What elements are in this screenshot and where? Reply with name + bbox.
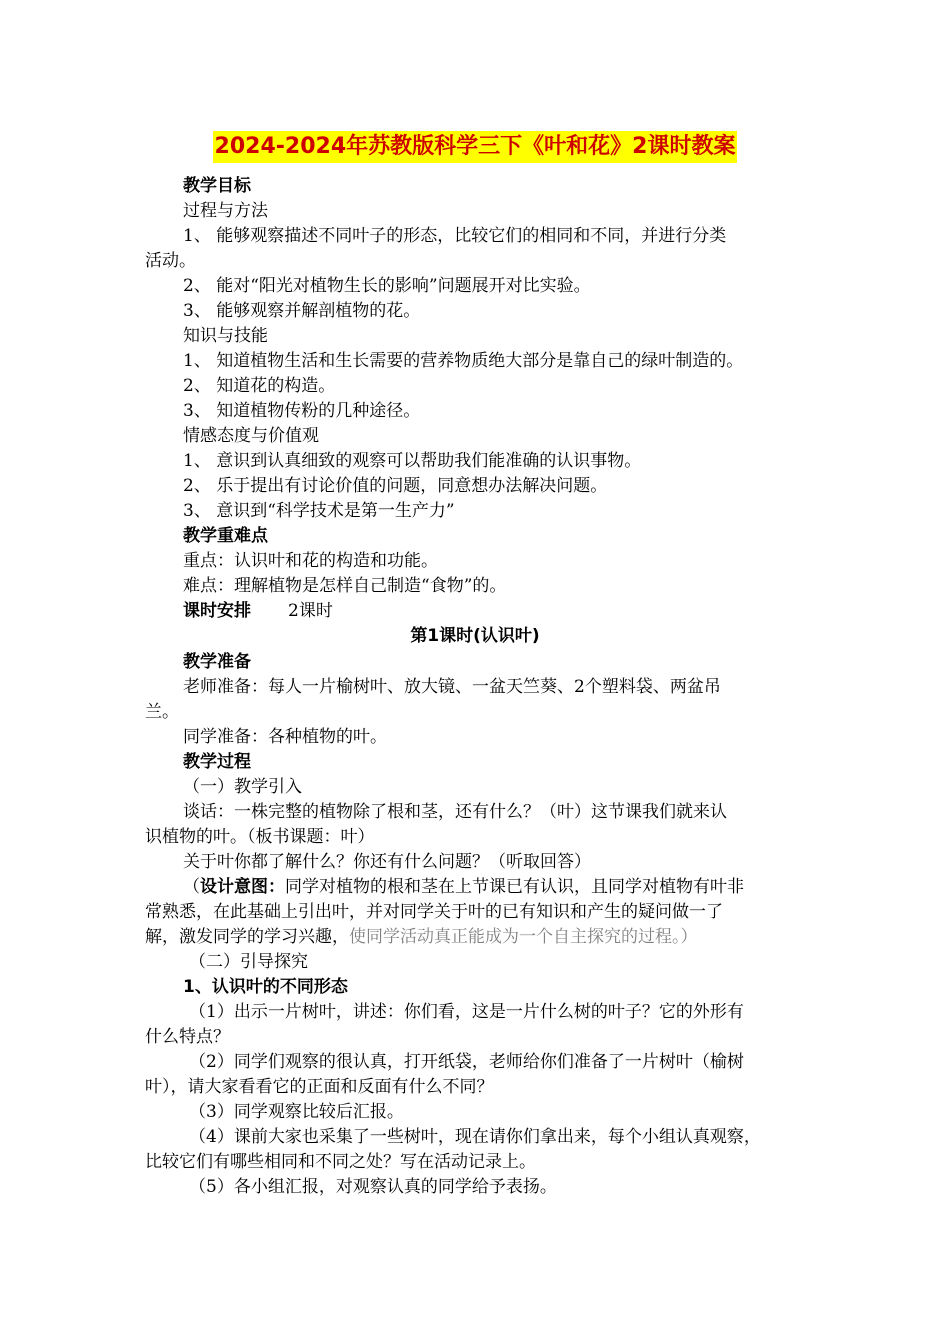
section-introduction: （一）教学引入 (183, 777, 302, 797)
goal-item: 1、 意识到认真细致的观察可以帮助我们能准确的认识事物。 (183, 451, 642, 471)
paragraph-continued: 识植物的叶。（板书课题：叶） (145, 827, 375, 847)
step-item-continued: 叶），请大家看看它的正面和反面有什么不同？ (145, 1077, 494, 1097)
step-item: （3）同学观察比较后汇报。 (189, 1102, 404, 1122)
step-item-continued: 比较它们有哪些相同和不同之处？写在活动记录上。 (145, 1152, 536, 1172)
design-intent-line (183, 875, 744, 899)
paragraph-continued: 常熟悉，在此基础上引出叶，并对同学关于叶的已有知识和产生的疑问做一了 (145, 902, 723, 922)
heading-leaf-forms: 1、认识叶的不同形态 (183, 977, 348, 997)
goal-item-continued: 活动。 (145, 251, 196, 271)
student-preparation: 同学准备：各种植物的叶。 (183, 727, 387, 747)
paragraph: 谈话：一株完整的植物除了根和茎，还有什么？（叶）这节课我们就来认 (183, 802, 727, 822)
step-item: （5）各小组汇报，对观察认真的同学给予表扬。 (189, 1177, 557, 1197)
teacher-preparation: 老师准备：每人一片榆树叶、放大镜、一盆天竺葵、2个塑料袋、两盆吊 (183, 677, 721, 697)
subheading-knowledge-skills: 知识与技能 (183, 326, 268, 346)
heading-key-difficulties: 教学重难点 (183, 526, 268, 546)
goal-item: 3、 知道植物传粉的几种途径。 (183, 401, 421, 421)
goal-item: 3、 能够观察并解剖植物的花。 (183, 301, 421, 321)
subheading-process-method: 过程与方法 (183, 201, 268, 221)
schedule-value: 2课时 (288, 601, 333, 621)
goal-item: 3、 意识到“科学技术是第一生产力” (183, 501, 455, 521)
heading-schedule: 课时安排 (183, 601, 251, 621)
design-intent-text: 同学对植物的根和茎在上节课已有认识，且同学对植物有叶非 (285, 877, 744, 897)
key-point: 重点：认识叶和花的构造和功能。 (183, 551, 438, 571)
open-paren: （ (183, 877, 200, 897)
goal-item: 2、 知道花的构造。 (183, 376, 336, 396)
goal-item: 1、 能够观察描述不同叶子的形态，比较它们的相同和不同，并进行分类 (183, 226, 727, 246)
section-guided-inquiry: （二）引导探究 (189, 952, 308, 972)
design-intent-label: 设计意图： (200, 877, 285, 897)
teacher-preparation-continued: 兰。 (145, 702, 179, 722)
step-item: （1）出示一片树叶，讲述：你们看，这是一片什么树的叶子？它的外形有 (189, 1002, 744, 1022)
difficult-point: 难点：理解植物是怎样自己制造“食物”的。 (183, 576, 507, 596)
paragraph: 关于叶你都了解什么？你还有什么问题？（听取回答） (183, 852, 591, 872)
document-title: 2024-2024年苏教版科学三下《叶和花》2课时教案 (213, 131, 738, 163)
paragraph-continued (145, 925, 698, 949)
subheading-attitude-values: 情感态度与价值观 (183, 426, 319, 446)
goal-item: 2、 能对“阳光对植物生长的影响”问题展开对比实验。 (183, 276, 591, 296)
goal-item: 1、 知道植物生活和生长需要的营养物质绝大部分是靠自己的绿叶制造的。 (183, 351, 744, 371)
step-item-continued: 什么特点？ (145, 1027, 230, 1047)
heading-preparation: 教学准备 (183, 652, 251, 672)
design-intent-gray-text: 使同学活动真正能成为一个自主探究的过程。） (349, 927, 698, 947)
heading-process: 教学过程 (183, 752, 251, 772)
step-item: （2）同学们观察的很认真，打开纸袋，老师给你们准备了一片树叶（榆树 (189, 1052, 744, 1072)
lesson-one-heading: 第1课时(认识叶) (410, 626, 540, 646)
design-intent-text: 解，激发同学的学习兴趣， (145, 927, 349, 947)
goal-item: 2、 乐于提出有讨论价值的问题，同意想办法解决问题。 (183, 476, 608, 496)
step-item: （4）课前大家也采集了一些树叶，现在请你们拿出来，每个小组认真观察， (189, 1127, 761, 1147)
heading-teaching-goals: 教学目标 (183, 176, 251, 196)
